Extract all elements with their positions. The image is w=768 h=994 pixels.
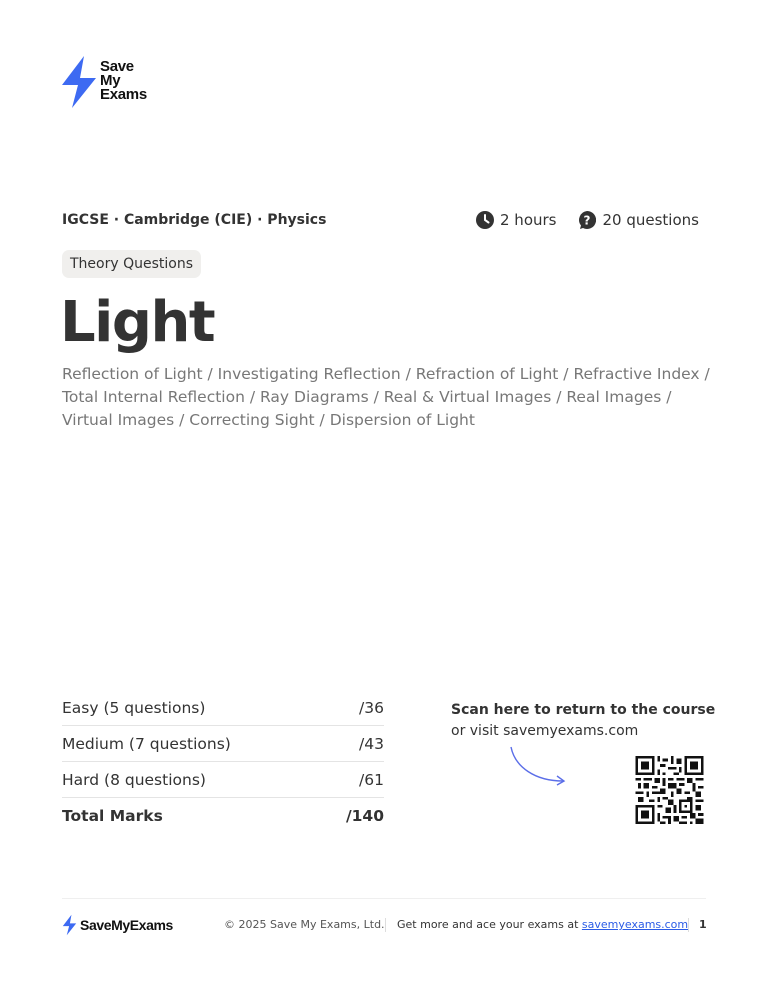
lightning-bolt-icon bbox=[60, 56, 98, 108]
footer-cta-text: Get more and ace your exams at bbox=[397, 918, 582, 931]
footer-wordmark: SaveMyExams bbox=[80, 917, 173, 933]
question-count-text: 20 questions bbox=[602, 211, 699, 229]
marks-value: /61 bbox=[359, 770, 384, 789]
clock-icon bbox=[476, 211, 494, 229]
marks-label: Easy (5 questions) bbox=[62, 698, 206, 717]
topic-list bbox=[62, 363, 722, 432]
footer-cta bbox=[397, 918, 688, 931]
footer-logo bbox=[62, 914, 173, 936]
save-my-exams-logo bbox=[60, 56, 170, 110]
question-bubble-icon bbox=[578, 211, 596, 229]
qr-code[interactable] bbox=[633, 756, 706, 824]
marks-row-easy bbox=[62, 690, 384, 726]
curved-arrow-icon bbox=[505, 745, 571, 787]
topic-line: Total Internal Reflection / Ray Diagrams / Real & Virtual Images / Real Images / bbox=[62, 388, 672, 406]
duration-text: 2 hours bbox=[500, 211, 557, 229]
marks-table bbox=[62, 690, 384, 833]
marks-label: Hard (8 questions) bbox=[62, 770, 206, 789]
topic-line: Virtual Images / Correcting Sight / Dispersion of Light bbox=[62, 411, 475, 429]
exam-meta bbox=[476, 211, 699, 229]
breadcrumb: IGCSE · Cambridge (CIE) · Physics bbox=[62, 212, 327, 228]
question-count bbox=[578, 211, 698, 229]
logo-wordmark: Save My Exams bbox=[100, 58, 147, 103]
lightning-bolt-icon bbox=[62, 914, 77, 936]
footer-separator bbox=[688, 918, 689, 932]
page-number: 1 bbox=[699, 918, 707, 931]
footer-divider bbox=[62, 898, 706, 899]
marks-value: /36 bbox=[359, 698, 384, 717]
marks-row-total bbox=[62, 798, 384, 833]
marks-row-medium bbox=[62, 726, 384, 762]
footer-copyright: © 2025 Save My Exams, Ltd. bbox=[224, 918, 385, 931]
footer-separator bbox=[385, 918, 386, 932]
marks-label: Medium (7 questions) bbox=[62, 734, 231, 753]
scan-title: Scan here to return to the course bbox=[451, 702, 716, 718]
page-title: Light bbox=[60, 290, 215, 355]
scan-subtitle: or visit savemyexams.com bbox=[451, 723, 639, 739]
question-type-tag: Theory Questions bbox=[62, 250, 201, 278]
duration bbox=[476, 211, 556, 229]
marks-row-hard bbox=[62, 762, 384, 798]
total-label: Total Marks bbox=[62, 806, 163, 825]
svg-text:?: ? bbox=[584, 213, 591, 228]
total-value: /140 bbox=[345, 806, 384, 825]
topic-line: Reflection of Light / Investigating Reflection / Refraction of Light / Refractive Index / bbox=[62, 365, 710, 383]
footer-link[interactable]: savemyexams.com bbox=[581, 918, 689, 931]
marks-value: /43 bbox=[359, 734, 384, 753]
